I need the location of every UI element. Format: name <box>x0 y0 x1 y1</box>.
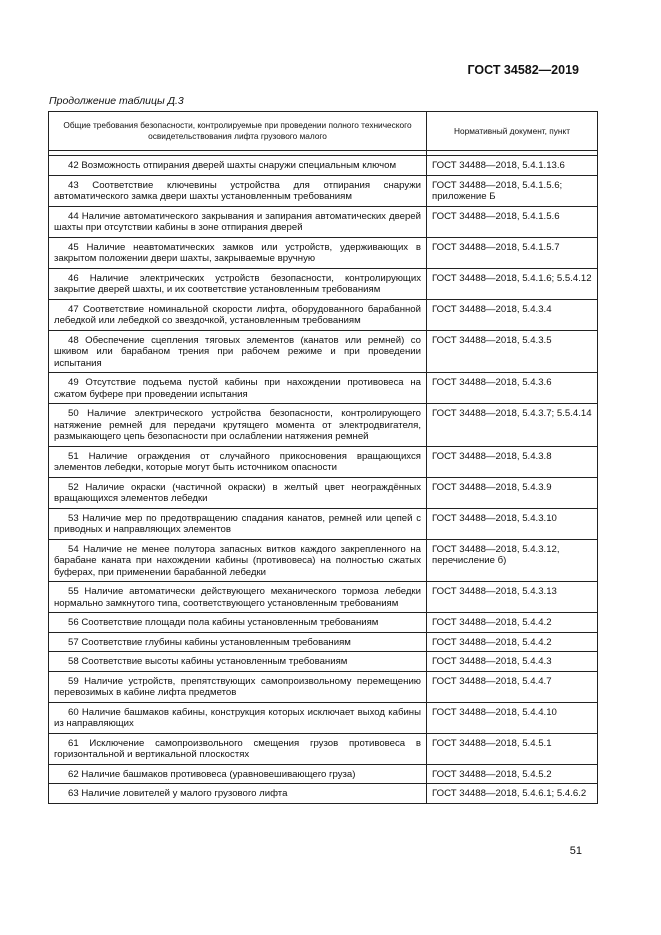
document-code: ГОСТ 34582—2019 <box>467 63 579 77</box>
requirement-cell: 47 Соответствие номинальной скорости лифта, оборудованного барабанной лебедкой или лебедкой со звездочкой, установленным требованиям <box>49 299 427 330</box>
requirement-cell: 63 Наличие ловителей у малого грузового лифта <box>49 784 427 804</box>
requirement-cell: 52 Наличие окраски (частичной окраски) в желтый цвет неограждённых вращающихся элементов лебедки <box>49 477 427 508</box>
requirement-cell: 58 Соответствие высоты кабины установленным требованиям <box>49 652 427 672</box>
table-row <box>49 237 598 268</box>
normative-document-cell: ГОСТ 34488—2018, 5.4.4.2 <box>427 613 598 633</box>
normative-document-cell: ГОСТ 34488—2018, 5.4.3.5 <box>427 330 598 373</box>
requirement-cell: 43 Соответствие ключевины устройства для отпирания снаружи автоматического замка двери шахты установленным требованиям <box>49 175 427 206</box>
table-row <box>49 671 598 702</box>
table-row <box>49 632 598 652</box>
requirement-cell: 50 Наличие электрического устройства безопасности, контролирующего натяжение ремней для передачи крутящего момента от электродвигателя, размыкающего цепь безопасности при ослаблении натяжения ремней <box>49 404 427 447</box>
requirement-cell: 45 Наличие неавтоматических замков или устройств, удерживающих в закрытом положении двери шахты, закрываемые вручную <box>49 237 427 268</box>
table-row <box>49 446 598 477</box>
table-row <box>49 582 598 613</box>
table-row <box>49 702 598 733</box>
table-row <box>49 784 598 804</box>
normative-document-cell: ГОСТ 34488—2018, 5.4.4.3 <box>427 652 598 672</box>
normative-document-cell: ГОСТ 34488—2018, 5.4.6.1; 5.4.6.2 <box>427 784 598 804</box>
table-row <box>49 477 598 508</box>
table-body <box>49 151 598 804</box>
table-row <box>49 156 598 176</box>
table-row <box>49 330 598 373</box>
table-row <box>49 299 598 330</box>
table-row <box>49 175 598 206</box>
normative-document-cell: ГОСТ 34488—2018, 5.4.5.1 <box>427 733 598 764</box>
requirement-cell: 60 Наличие башмаков кабины, конструкция которых исключает выход кабины из направляющих <box>49 702 427 733</box>
requirement-cell: 55 Наличие автоматически действующего механического тормоза лебедки нормально замкнутого типа, соответствующего установленным требованиям <box>49 582 427 613</box>
normative-document-cell: ГОСТ 34488—2018, 5.4.3.9 <box>427 477 598 508</box>
table-row <box>49 539 598 582</box>
requirement-cell: 59 Наличие устройств, препятствующих самопроизвольному перемещению перевозимых в кабине лифта предметов <box>49 671 427 702</box>
normative-document-cell: ГОСТ 34488—2018, 5.4.1.6; 5.5.4.12 <box>427 268 598 299</box>
normative-document-cell: ГОСТ 34488—2018, 5.4.3.6 <box>427 373 598 404</box>
column-header-normative-document: Нормативный документ, пункт <box>427 112 598 151</box>
normative-document-cell: ГОСТ 34488—2018, 5.4.1.13.6 <box>427 156 598 176</box>
requirement-cell: 61 Исключение самопроизвольного смещения грузов противовеса в горизонтальной и вертикальной плоскостях <box>49 733 427 764</box>
normative-document-cell: ГОСТ 34488—2018, 5.4.1.5.6 <box>427 206 598 237</box>
requirement-cell: 48 Обеспечение сцепления тяговых элементов (канатов или ремней) со шкивом или барабаном трения при рабочем режиме и при проведении испытания <box>49 330 427 373</box>
normative-document-cell: ГОСТ 34488—2018, 5.4.3.12, перечисление б) <box>427 539 598 582</box>
normative-document-cell: ГОСТ 34488—2018, 5.4.3.4 <box>427 299 598 330</box>
table-row <box>49 652 598 672</box>
requirement-cell: 57 Соответствие глубины кабины установленным требованиям <box>49 632 427 652</box>
requirements-table <box>48 111 598 804</box>
requirement-cell: 51 Наличие ограждения от случайного прикосновения вращающихся элементов лебедки, которые могут быть источником опасности <box>49 446 427 477</box>
table-row <box>49 404 598 447</box>
normative-document-cell: ГОСТ 34488—2018, 5.4.3.7; 5.5.4.14 <box>427 404 598 447</box>
table-row <box>49 206 598 237</box>
table-row <box>49 508 598 539</box>
table-header-row <box>49 112 598 151</box>
normative-document-cell: ГОСТ 34488—2018, 5.4.1.5.6; приложение Б <box>427 175 598 206</box>
normative-document-cell: ГОСТ 34488—2018, 5.4.4.7 <box>427 671 598 702</box>
requirement-cell: 42 Возможность отпирания дверей шахты снаружи специальным ключом <box>49 156 427 176</box>
table-row <box>49 613 598 633</box>
normative-document-cell: ГОСТ 34488—2018, 5.4.5.2 <box>427 764 598 784</box>
column-header-requirements: Общие требования безопасности, контролируемые при проведении полного технического освидетельствования лифта грузового малого <box>49 112 427 151</box>
table-row <box>49 373 598 404</box>
normative-document-cell: ГОСТ 34488—2018, 5.4.3.10 <box>427 508 598 539</box>
normative-document-cell: ГОСТ 34488—2018, 5.4.4.10 <box>427 702 598 733</box>
requirement-cell: 44 Наличие автоматического закрывания и запирания автоматических дверей шахты при отсутствии кабины в зоне отпирания дверей <box>49 206 427 237</box>
page-number: 51 <box>569 845 582 857</box>
normative-document-cell: ГОСТ 34488—2018, 5.4.3.13 <box>427 582 598 613</box>
requirement-cell: 62 Наличие башмаков противовеса (уравновешивающего груза) <box>49 764 427 784</box>
table-row <box>49 268 598 299</box>
requirement-cell: 46 Наличие электрических устройств безопасности, контролирующих закрытие дверей шахты, и их соответствие установленным требованиям <box>49 268 427 299</box>
table-caption: Продолжение таблицы Д.3 <box>49 95 184 107</box>
normative-document-cell: ГОСТ 34488—2018, 5.4.1.5.7 <box>427 237 598 268</box>
table-row <box>49 733 598 764</box>
requirement-cell: 49 Отсутствие подъема пустой кабины при нахождении противовеса на сжатом буфере при проведении испытания <box>49 373 427 404</box>
requirement-cell: 56 Соответствие площади пола кабины установленным требованиям <box>49 613 427 633</box>
normative-document-cell: ГОСТ 34488—2018, 5.4.3.8 <box>427 446 598 477</box>
requirement-cell: 54 Наличие не менее полутора запасных витков каждого закрепленного на барабане каната при нахождении кабины (противовеса) на полностью сжатых буферах, при применении барабанной лебедки <box>49 539 427 582</box>
requirement-cell: 53 Наличие мер по предотвращению спадания канатов, ремней или цепей с приводных и направляющих элементов <box>49 508 427 539</box>
table-row <box>49 764 598 784</box>
normative-document-cell: ГОСТ 34488—2018, 5.4.4.2 <box>427 632 598 652</box>
